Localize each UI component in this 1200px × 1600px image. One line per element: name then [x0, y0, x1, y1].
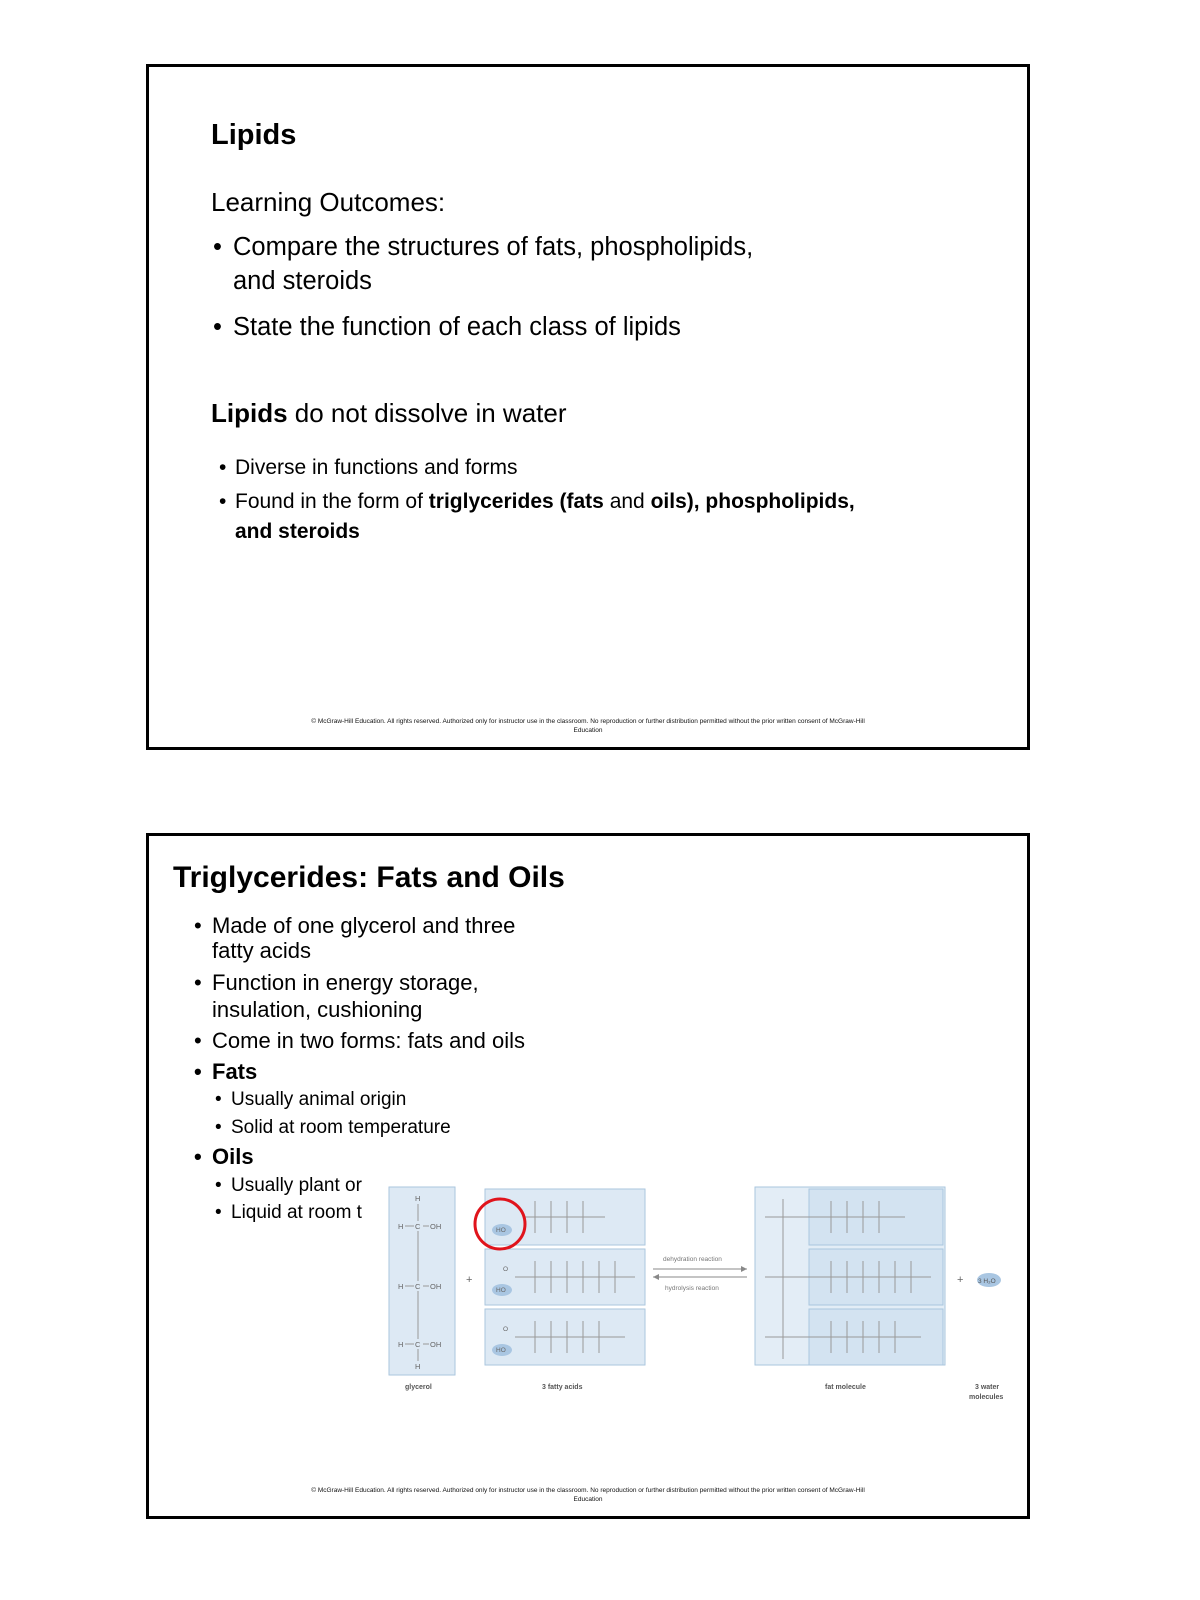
detail-2-line-2: and steroids [235, 520, 360, 543]
outcome-2-text: State the function of each class of lipids [233, 313, 681, 341]
detail-2-bold-2: oils), phospholipids, [650, 490, 855, 513]
bullet-fats [194, 1058, 257, 1085]
svg-text:C: C [415, 1222, 421, 1231]
label-fatty-acids: 3 fatty acids [542, 1384, 583, 1391]
bullet-dot: • [194, 970, 202, 995]
bullet-3-text: Come in two forms: fats and oils [212, 1028, 526, 1053]
outcome-1-line-2: and steroids [233, 267, 372, 295]
lead-rest: do not dissolve in water [287, 398, 567, 428]
footer-line-1: © McGraw-Hill Education. All rights reserved. Authorized only for instructor use in the classroom. No reproduction or further distribution permitted without the prior written consent of McGraw-Hill [311, 1487, 865, 1494]
detail-2-mid: and [603, 490, 651, 513]
water-formula: 3 H₂O [978, 1278, 996, 1285]
bullet-dot: • [219, 490, 227, 513]
sub-bullet-dot: • [215, 1175, 222, 1196]
slide-triglycerides [146, 833, 1030, 1519]
dehydration-label: dehydration reaction [663, 1256, 722, 1263]
forward-arrowhead [741, 1266, 747, 1272]
diagram-labels [405, 1384, 1003, 1401]
label-fat-molecule: fat molecule [825, 1384, 866, 1391]
detail-1-text: Diverse in functions and forms [235, 456, 518, 479]
svg-text:OH: OH [430, 1222, 442, 1231]
outcome-1-line-1: Compare the structures of fats, phospholipids, [233, 233, 754, 261]
lead-bold-term: Lipids [211, 398, 288, 428]
svg-text:O: O [503, 1266, 509, 1273]
svg-text:H: H [415, 1194, 421, 1203]
oils-sub-1-text: Usually plant or [231, 1175, 362, 1196]
detail-bullet-2 [219, 487, 855, 517]
copyright-footer [149, 717, 1027, 735]
label-glycerol: glycerol [405, 1384, 432, 1391]
fats-sub-2-text: Solid at room temperature [231, 1117, 451, 1138]
svg-text:HO: HO [496, 1347, 506, 1354]
svg-text:H: H [415, 1362, 421, 1371]
svg-text:HO: HO [496, 1287, 506, 1294]
outcome-bullet-1 [213, 230, 753, 264]
svg-text:HO: HO [496, 1227, 506, 1234]
bullet-dot: • [194, 913, 202, 938]
bullet-fats-text: Fats [212, 1059, 258, 1084]
bullet-oils-text: Oils [212, 1144, 254, 1169]
fats-sub-1 [215, 1087, 406, 1112]
oils-sub-2 [215, 1200, 362, 1225]
plus-sign-1: + [466, 1274, 473, 1286]
learning-outcomes-label: Learning Outcomes: [211, 187, 446, 217]
bullet-2-line-1: Function in energy storage, [212, 970, 479, 995]
footer-line-2: Education [573, 727, 603, 734]
hydrolysis-label: hydrolysis reaction [665, 1285, 719, 1292]
svg-text:H: H [398, 1222, 404, 1231]
svg-text:C: C [415, 1282, 421, 1291]
slide-title: Lipids [211, 119, 297, 151]
svg-text:O: O [503, 1326, 509, 1333]
oils-sub-2-text: Liquid at room t [231, 1202, 362, 1223]
svg-text:OH: OH [430, 1340, 442, 1349]
detail-2-bold-1: triglycerides (fats [428, 490, 604, 513]
svg-text:OH: OH [430, 1282, 442, 1291]
reverse-arrowhead [653, 1274, 659, 1280]
oils-sub-1 [215, 1173, 362, 1198]
slide-lipids [146, 64, 1030, 750]
fats-sub-2 [215, 1115, 451, 1140]
label-water-2: molecules [969, 1394, 1004, 1401]
footer-line-2: Education [573, 1496, 603, 1503]
svg-text:H: H [398, 1282, 404, 1291]
sub-bullet-dot: • [215, 1117, 222, 1138]
slide-title: Triglycerides: Fats and Oils [173, 861, 565, 894]
bullet-function [194, 969, 479, 996]
bullet-dot: • [213, 233, 222, 261]
bullet-dot: • [219, 456, 227, 479]
detail-2-pre: Found in the form of [235, 490, 429, 513]
bullet-dot: • [213, 313, 222, 341]
svg-text:H: H [398, 1340, 404, 1349]
detail-bullet-1 [219, 453, 517, 483]
svg-text:C: C [415, 1340, 421, 1349]
bullet-forms [194, 1027, 525, 1054]
fats-sub-1-text: Usually animal origin [231, 1089, 407, 1110]
bullet-dot: • [194, 1144, 202, 1169]
label-water-1: 3 water [975, 1384, 1000, 1391]
triglyceride-formation-diagram [385, 1179, 1025, 1429]
plus-sign-2: + [957, 1274, 964, 1286]
bullet-dot: • [194, 1059, 202, 1084]
lipids-lead-sentence [211, 398, 567, 429]
outcome-bullet-2 [213, 310, 681, 344]
copyright-footer [149, 1486, 1027, 1504]
footer-line-1: © McGraw-Hill Education. All rights reserved. Authorized only for instructor use in the classroom. No reproduction or further distribution permitted without the prior written consent of McGraw-Hill [311, 718, 865, 725]
bullet-1-line-2: fatty acids [212, 938, 312, 963]
sub-bullet-dot: • [215, 1089, 222, 1110]
bullet-1-line-1: Made of one glycerol and three [212, 913, 516, 938]
bullet-glycerol [194, 912, 515, 939]
bullet-dot: • [194, 1028, 202, 1053]
bullet-2-line-2: insulation, cushioning [212, 997, 423, 1022]
sub-bullet-dot: • [215, 1202, 222, 1223]
bullet-oils [194, 1143, 254, 1170]
